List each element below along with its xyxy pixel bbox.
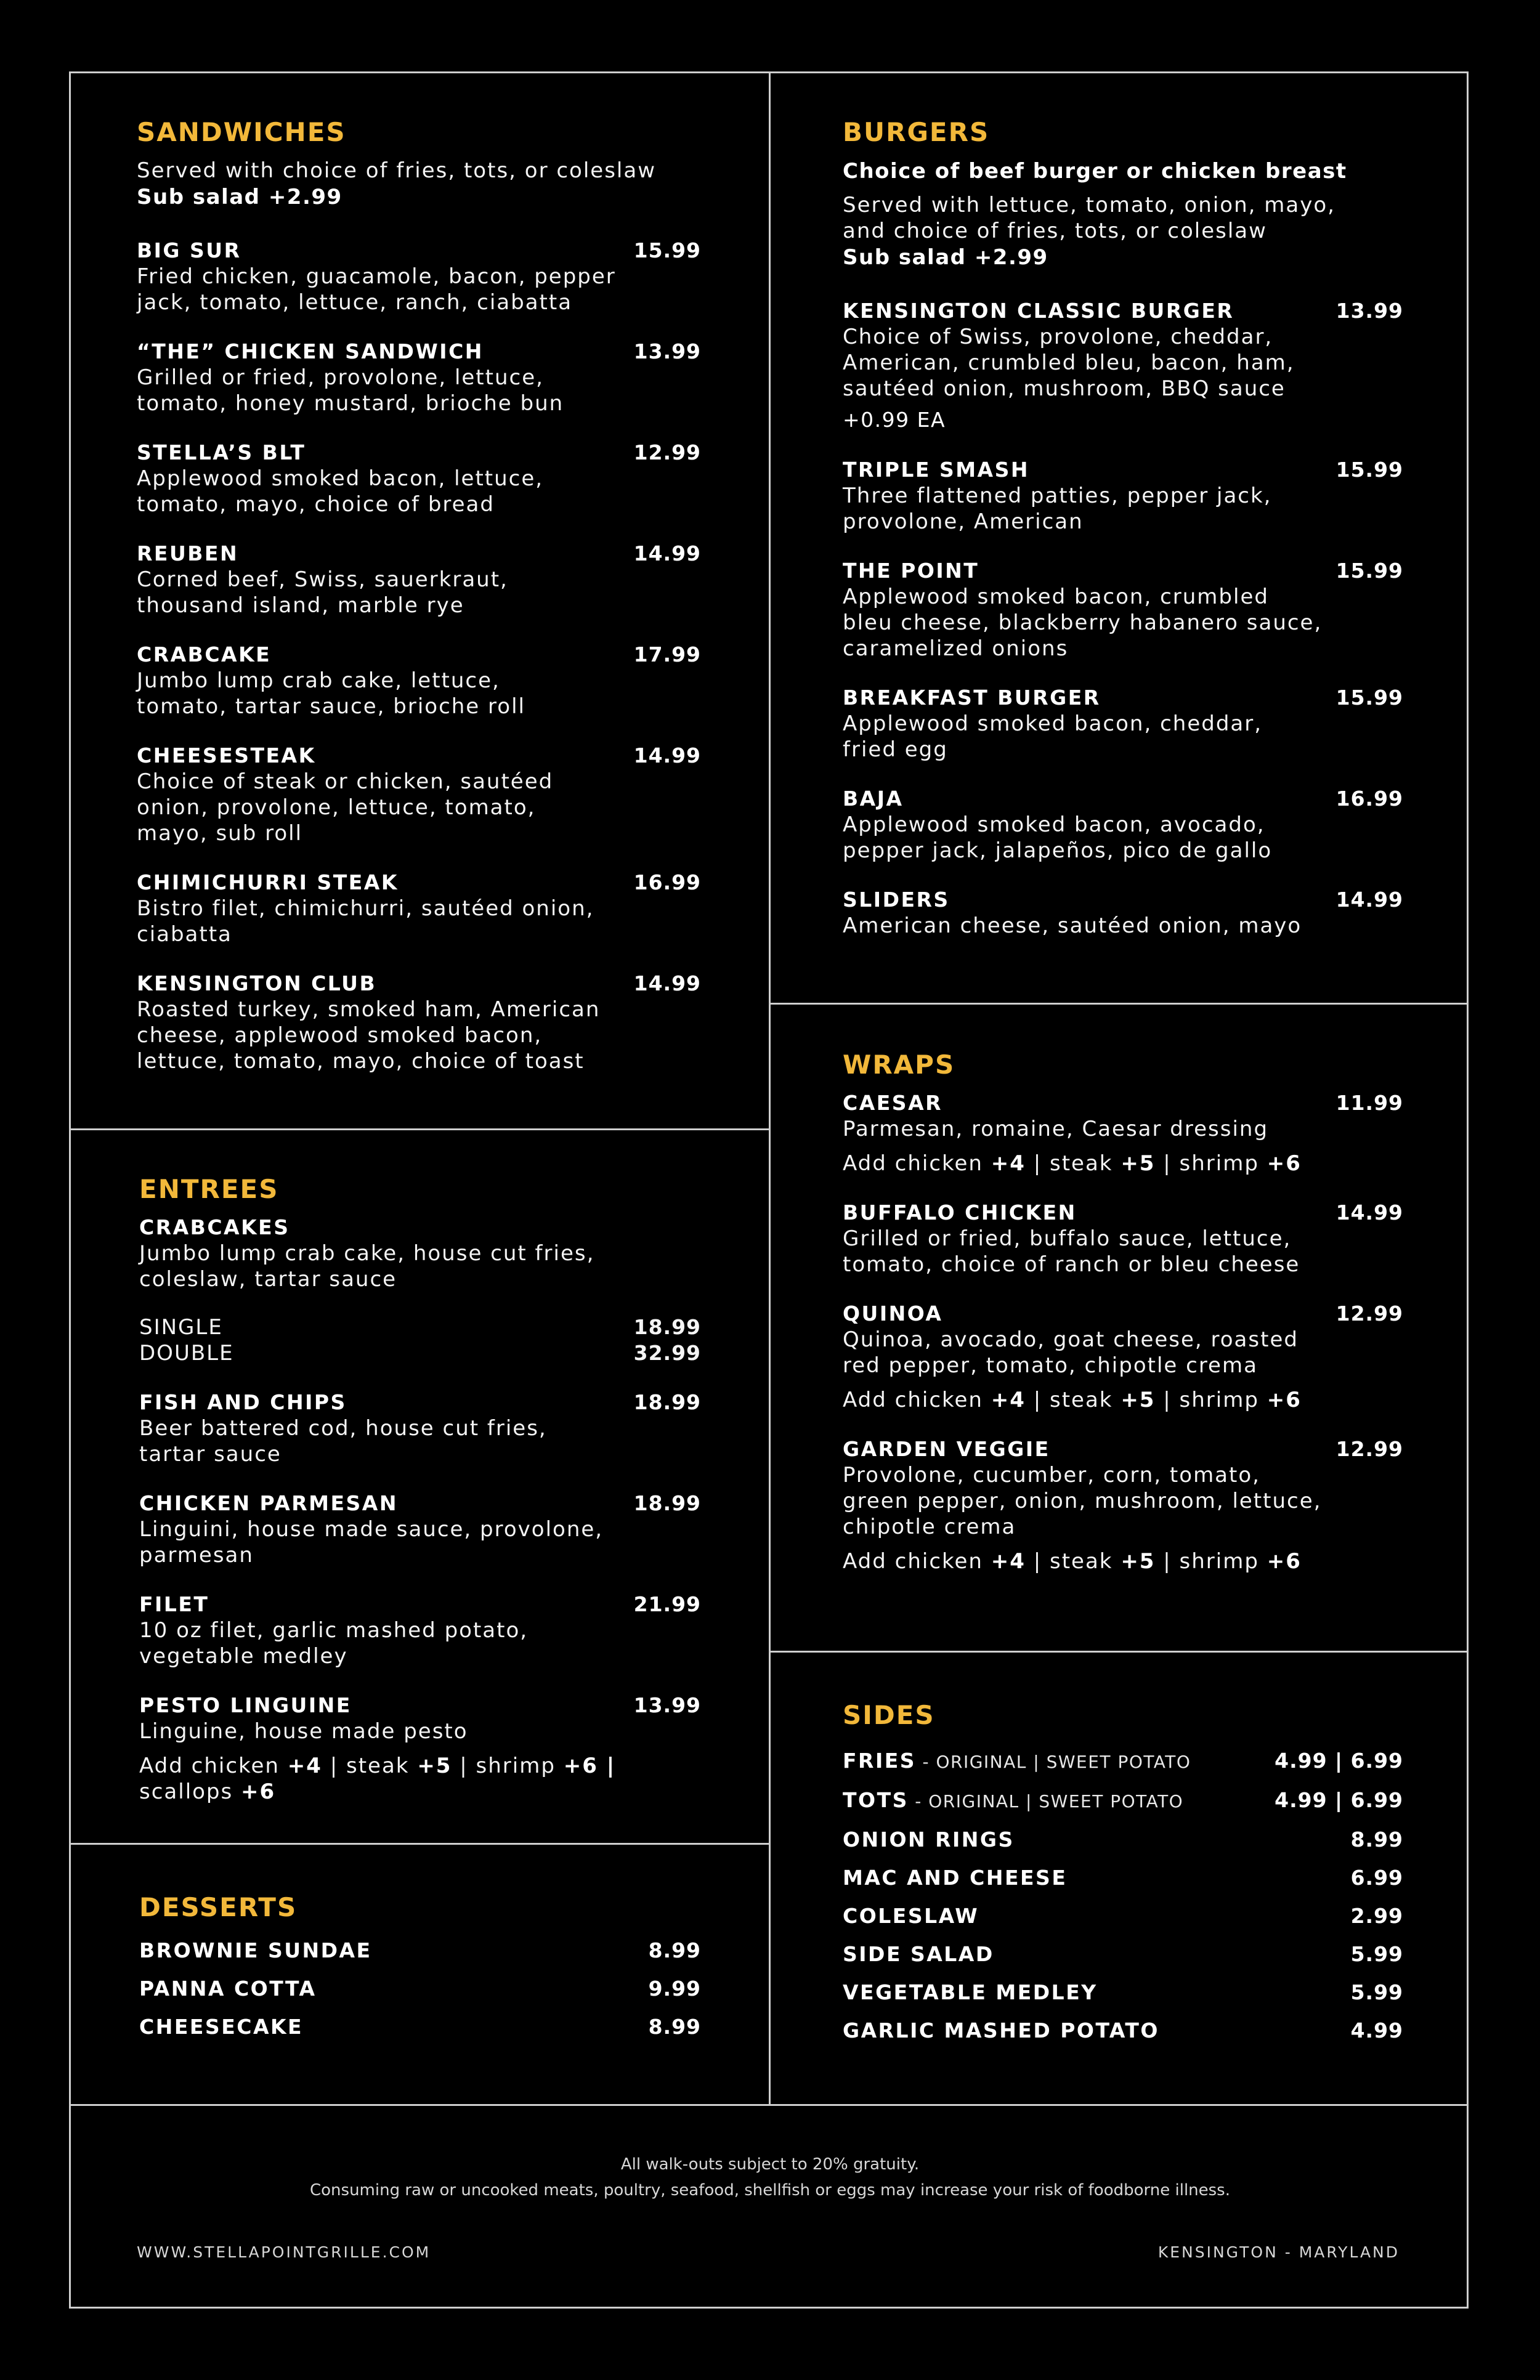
item-name: TOTS [843,1788,909,1812]
item-addon [843,1151,1403,1176]
item-desc: tomato, honey mustard, brioche bun [137,391,564,416]
section-subtitle: Served with choice of fries, tots, or coleslaw [137,158,657,183]
side-row [843,1903,1403,1929]
addon-text: | steak [1025,1549,1121,1574]
location-label: KENSINGTON - MARYLAND [1157,2243,1400,2261]
item-desc: Fried chicken, guacamole, bacon, pepper [137,264,616,289]
addon-text: | shrimp [1155,1151,1267,1176]
menu-item [139,1592,701,1669]
section-subtitle-bold: Choice of beef burger or chicken breast [843,159,1347,184]
addon-price: +6 [1266,1549,1302,1574]
section-title: DESSERTS [139,1892,298,1922]
item-desc: Applewood smoked bacon, cheddar, [843,711,1263,736]
menu-item [137,541,701,618]
menu-item [139,1491,701,1568]
item-desc: chipotle crema [843,1515,1016,1539]
item-price: 18.99 [633,1390,701,1414]
item-head [843,887,1403,913]
addon-text: Add chicken [843,1549,991,1574]
website-link[interactable]: WWW.STELLAPOINTGRILLE.COM [137,2243,431,2261]
item-desc: Linguini, house made sauce, provolone, [139,1517,604,1542]
item-desc: Linguine, house made pesto [139,1719,468,1744]
dessert-items [139,1938,701,2040]
item-desc: 10 oz filet, garlic mashed potato, [139,1618,529,1643]
addon-text: Add chicken [843,1388,991,1412]
item-price: 15.99 [633,238,701,262]
item-price: 12.99 [1335,1437,1403,1461]
item-desc: red pepper, tomato, chipotle crema [843,1353,1258,1378]
menu-item [843,685,1403,763]
divider-footer [69,2104,1469,2106]
menu-item [843,1090,1403,1176]
item-price: 12.99 [633,440,701,464]
item-name: CRABCAKES [139,1215,290,1239]
item-price: 16.99 [633,870,701,894]
item-name: CAESAR [843,1091,943,1115]
item-desc: Applewood smoked bacon, avocado, [843,812,1265,837]
item-desc: tartar sauce [139,1442,282,1467]
menu-item [137,971,701,1074]
option-label: SINGLE [139,1315,223,1340]
item-name: REUBEN [137,541,239,565]
side-row [843,1827,1403,1853]
menu-item [137,743,701,846]
burgers-section [843,117,1403,939]
item-name: GARLIC MASHED POTATO [843,2018,1159,2042]
item-head [843,1436,1403,1462]
side-name-group [843,2018,1159,2044]
item-name: ONION RINGS [843,1827,1015,1852]
item-desc: thousand island, marble rye [137,593,464,618]
item-head [137,870,701,896]
item-name: BREAKFAST BURGER [843,686,1101,710]
divider-sandwiches-entrees [69,1128,770,1130]
menu-item [137,870,701,947]
item-name: CHEESESTEAK [137,743,316,767]
item-price: 13.99 [633,1693,701,1717]
item-desc: bleu cheese, blackberry habanero sauce, [843,610,1323,635]
item-desc: Bistro filet, chimichurri, sautéed onion, [137,896,594,921]
side-name-group [843,1980,1098,2006]
item-desc: provolone, American [843,509,1084,534]
addon-price: +4 [991,1388,1026,1412]
section-subtitle-bold: Sub salad +2.99 [137,185,342,209]
item-name: QUINOA [843,1301,943,1326]
menu-item [843,1200,1403,1277]
section-title: SIDES [843,1700,935,1730]
entree-addon: Add chicken +4 | steak +5 | shrimp +6 | scallops +6 [139,1754,616,1804]
addon-price: +4 [991,1151,1026,1176]
item-desc: jack, tomato, lettuce, ranch, ciabatta [137,290,573,315]
item-head [139,1693,701,1718]
section-title: WRAPS [843,1050,955,1080]
item-name: BAJA [843,787,904,811]
item-head [843,685,1403,711]
item-head [843,1090,1403,1116]
addon-price: +6 [1266,1151,1302,1176]
item-name: FRIES [843,1749,917,1773]
section-title: SANDWICHES [137,117,346,147]
item-name: TRIPLE SMASH [843,458,1029,482]
item-desc: Three flattened patties, pepper jack, [843,484,1272,508]
addon-price: +4 [991,1549,1026,1574]
item-price: 14.99 [633,541,701,565]
item-price: 8.99 [1350,1827,1403,1852]
dessert-row [139,2014,701,2040]
item-desc: green pepper, onion, mushroom, lettuce, [843,1489,1322,1513]
item-desc: Jumbo lump crab cake, house cut fries, [139,1241,595,1266]
burger-items [843,298,1403,939]
item-price: 13.99 [1335,299,1403,323]
item-desc: Corned beef, Swiss, sauerkraut, [137,567,508,592]
section-title: ENTREES [139,1174,279,1204]
desserts-section [139,1892,701,2040]
item-desc: Jumbo lump crab cake, lettuce, [137,668,500,693]
wrap-items [843,1090,1403,1574]
item-price: 8.99 [648,1938,701,1962]
item-head [137,238,701,264]
item-price: 15.99 [1335,559,1403,583]
item-price: 15.99 [1335,458,1403,482]
dessert-row [139,1938,701,1964]
item-desc: mayo, sub roll [137,821,303,846]
item-head [843,1301,1403,1327]
item-name: STELLA’S BLT [137,440,306,464]
divider-wraps-sides [769,1651,1469,1653]
item-desc: fried egg [843,737,948,762]
menu-item [137,238,701,315]
addon-price: +5 [1121,1549,1156,1574]
divider-entrees-desserts [69,1843,770,1845]
item-price: 14.99 [1335,888,1403,912]
addon-text: | shrimp [1155,1549,1267,1574]
item-name: FILET [139,1592,209,1616]
item-desc: Choice of Swiss, provolone, cheddar, [843,325,1273,349]
item-desc: lettuce, tomato, mayo, choice of toast [137,1049,585,1074]
item-price: 9.99 [648,1977,701,2001]
side-name-group [843,1941,994,1967]
dessert-row [139,1976,701,2002]
section-subtitle-bold: Sub salad +2.99 [843,245,1048,270]
center-divider [769,71,771,2105]
addon-price: +6 [1266,1388,1302,1412]
side-name-group [843,1865,1067,1891]
item-head [843,786,1403,812]
option-row-double [139,1340,701,1366]
side-row [843,2018,1403,2044]
menu-item [843,298,1403,434]
item-name: THE POINT [843,559,979,583]
item-price: 17.99 [633,642,701,666]
item-price: 14.99 [633,971,701,995]
section-subtitle: Served with lettuce, tomato, onion, mayo, [843,193,1335,217]
item-head [137,743,701,769]
menu-item [137,339,701,416]
item-desc: tomato, mayo, choice of bread [137,492,495,517]
item-name: SIDE SALAD [843,1942,994,1966]
menu-item [843,1301,1403,1413]
menu-item [139,1693,701,1744]
item-option: - ORIGINAL | SWEET POTATO [908,1791,1184,1811]
menu-item [139,1390,701,1467]
option-price: 32.99 [633,1341,701,1365]
menu-item [843,457,1403,535]
side-name-group [843,1748,1191,1775]
addon-text: | shrimp [1155,1388,1267,1412]
item-head [137,440,701,466]
item-desc: Applewood smoked bacon, crumbled [843,585,1269,609]
item-desc: Roasted turkey, smoked ham, American [137,997,601,1022]
item-head [137,971,701,997]
item-option: - ORIGINAL | SWEET POTATO [916,1752,1191,1772]
item-price: 5.99 [1350,1942,1403,1966]
item-desc: ciabatta [137,922,232,947]
item-head [139,1390,701,1415]
item-name: BUFFALO CHICKEN [843,1200,1077,1224]
item-head [137,642,701,668]
side-name-group [843,1787,1183,1815]
item-name: BIG SUR [137,238,241,262]
item-desc: tomato, choice of ranch or bleu cheese [843,1252,1300,1277]
option-row-single [139,1314,701,1340]
item-name: FISH AND CHIPS [139,1390,347,1414]
item-extra: +0.99 EA [843,408,946,432]
addon-price: +5 [1121,1151,1156,1176]
item-head [137,339,701,365]
side-name-group [843,1903,979,1929]
item-desc: onion, provolone, lettuce, tomato, [137,795,536,820]
entree-items [139,1390,701,1744]
item-name: SLIDERS [843,888,950,912]
item-desc: tomato, tartar sauce, brioche roll [137,694,525,719]
item-desc: Grilled or fried, provolone, lettuce, [137,365,544,390]
section-title: BURGERS [843,117,990,147]
option-price: 18.99 [633,1315,701,1339]
item-price: 4.99 | 6.99 [1275,1749,1403,1773]
side-row [843,1941,1403,1967]
item-price: 4.99 [1350,2018,1403,2042]
item-desc: cheese, applewood smoked bacon, [137,1023,543,1048]
item-name: BROWNIE SUNDAE [139,1938,372,1962]
item-desc: Quinoa, avocado, goat cheese, roasted [843,1327,1299,1352]
item-name: CRABCAKE [137,642,272,666]
item-desc: Beer battered cod, house cut fries, [139,1416,547,1441]
item-head [843,457,1403,483]
item-desc: Parmesan, romaine, Caesar dressing [843,1117,1269,1141]
menu-item [843,887,1403,939]
section-subtitle: and choice of fries, tots, or coleslaw [843,219,1267,243]
item-name: CHEESECAKE [139,2015,304,2039]
item-price: 16.99 [1335,787,1403,811]
item-price: 15.99 [1335,686,1403,710]
menu-item [137,440,701,517]
item-desc: pepper jack, jalapeños, pico de gallo [843,838,1273,863]
item-addon [843,1387,1403,1413]
item-desc: caramelized onions [843,636,1069,661]
item-head [843,558,1403,584]
addon-text: Add chicken [843,1151,991,1176]
item-head [137,541,701,567]
item-name: COLESLAW [843,1904,979,1928]
item-price: 5.99 [1350,1980,1403,2004]
item-name: CHIMICHURRI STEAK [137,870,399,894]
side-row [843,1865,1403,1891]
item-desc: parmesan [139,1543,254,1568]
item-name: CHICKEN PARMESAN [139,1491,398,1515]
divider-burgers-wraps [769,1003,1469,1005]
sandwich-items [137,238,701,1074]
menu-item [843,786,1403,864]
item-head [139,1491,701,1516]
item-desc: Provolone, cucumber, corn, tomato, [843,1463,1260,1488]
item-desc: Grilled or fried, buffalo sauce, lettuce, [843,1226,1292,1251]
item-name: GARDEN VEGGIE [843,1437,1050,1461]
item-price: 2.99 [1350,1904,1403,1928]
item-name: PANNA COTTA [139,1977,317,2001]
item-name: PESTO LINGUINE [139,1693,352,1717]
item-price: 8.99 [648,2015,701,2039]
sandwiches-section [137,117,701,1074]
sides-section [843,1700,1403,2044]
item-price: 11.99 [1335,1091,1403,1115]
item-price: 14.99 [1335,1200,1403,1224]
item-desc: vegetable medley [139,1644,348,1669]
addon-price: +5 [1121,1388,1156,1412]
item-name: MAC AND CHEESE [843,1866,1068,1890]
addon-text: | steak [1025,1151,1121,1176]
item-price: 6.99 [1350,1866,1403,1890]
item-desc: American cheese, sautéed onion, mayo [843,913,1302,938]
item-price: 21.99 [633,1592,701,1616]
wraps-section [843,1050,1403,1574]
item-price: 18.99 [633,1491,701,1515]
item-price: 4.99 | 6.99 [1275,1788,1403,1812]
side-row [843,1787,1403,1815]
item-price: 14.99 [633,743,701,767]
item-desc: Applewood smoked bacon, lettuce, [137,466,544,491]
item-price: 13.99 [633,339,701,363]
item-desc: American, crumbled bleu, bacon, ham, [843,350,1295,375]
item-desc: sautéed onion, mushroom, BBQ sauce [843,376,1286,401]
item-price: 12.99 [1335,1301,1403,1326]
item-name: KENSINGTON CLASSIC BURGER [843,299,1234,323]
item-desc: coleslaw, tartar sauce [139,1267,397,1292]
item-head [843,1200,1403,1226]
item-name: “THE” CHICKEN SANDWICH [137,339,484,363]
addon-text: | steak [1025,1388,1121,1412]
entrees-section [139,1174,701,1805]
foodborne-warning: Consuming raw or uncooked meats, poultry, seafood, shellfish or eggs may increase your risk of foodborne illness. [309,2181,1230,2200]
side-items [843,1748,1403,2044]
item-name: VEGETABLE MEDLEY [843,1980,1098,2004]
item-head [139,1592,701,1617]
menu-item [137,642,701,719]
option-label: DOUBLE [139,1341,234,1366]
side-row [843,1748,1403,1775]
menu-item [843,1436,1403,1574]
side-row [843,1980,1403,2006]
menu-item [843,558,1403,662]
gratuity-note: All walk-outs subject to 20% gratuity. [620,2155,920,2174]
item-desc: Choice of steak or chicken, sautéed [137,769,554,794]
menu-item-crabcakes [139,1215,701,1366]
item-addon [843,1548,1403,1574]
item-name: KENSINGTON CLUB [137,971,377,995]
item-head [843,298,1403,324]
side-name-group [843,1827,1015,1853]
